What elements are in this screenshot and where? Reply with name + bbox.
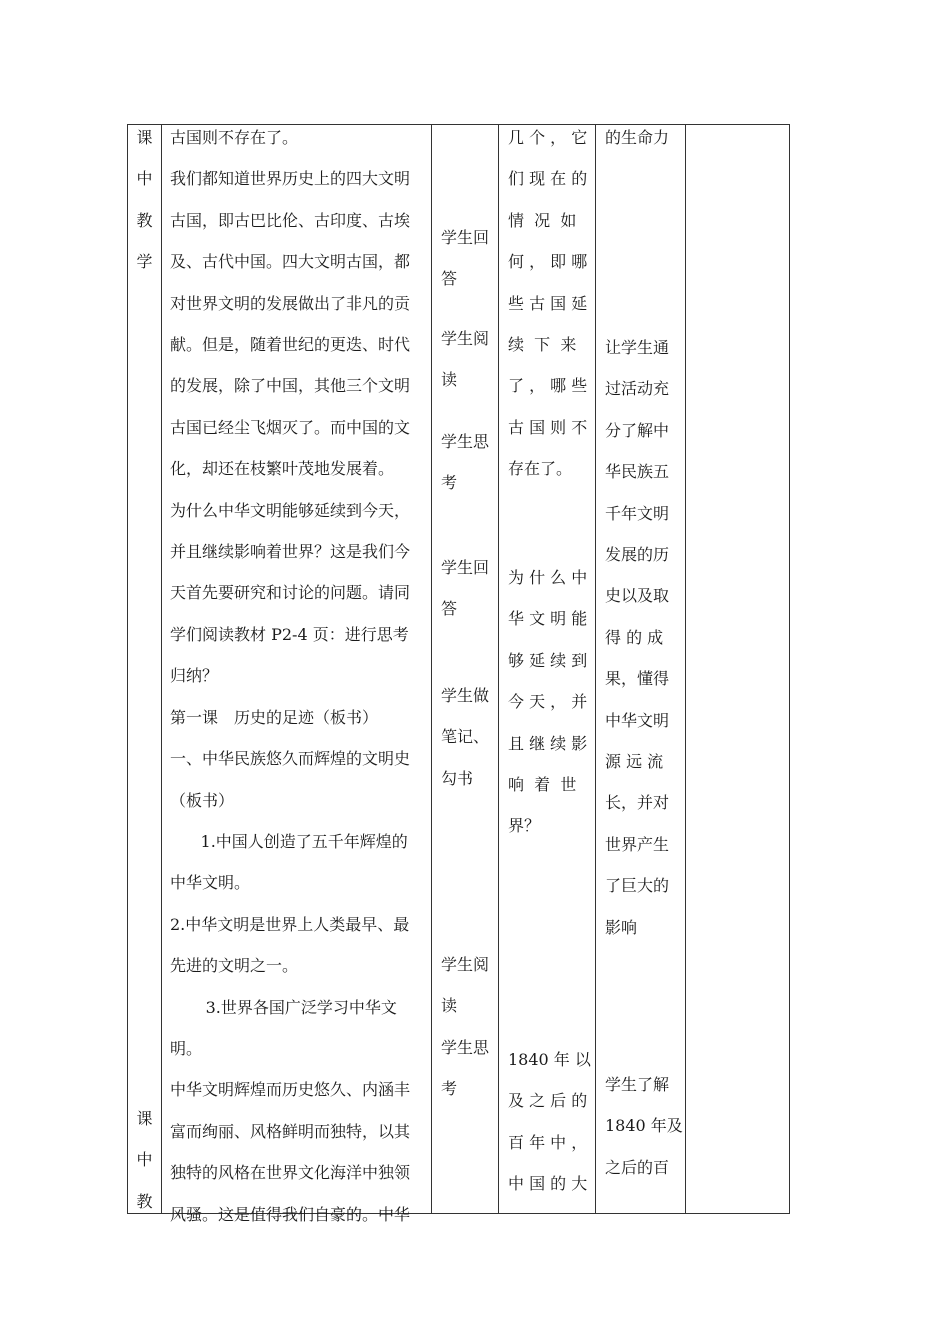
activity-line: 学生回 [441, 228, 490, 247]
question-group-2 [508, 557, 594, 847]
content-line: 归纳？ [170, 666, 219, 686]
content-line: （板书） [170, 790, 235, 810]
content-line: 古国已经尘飞烟灭了。而中国的文 [170, 417, 411, 437]
content-line: 3.世界各国广泛学习中华文 [170, 997, 397, 1017]
question-line: 够 延 续 到 [508, 650, 588, 670]
question-line: 古 国 则 不 [508, 417, 588, 437]
intent-line: 让学生通 [605, 338, 670, 357]
content-line: 明。 [170, 1038, 203, 1058]
activity-line: 答 [441, 599, 458, 619]
question-line: 今 天 ， 并 [508, 692, 588, 712]
question-line: 且 继 续 影 [508, 733, 588, 753]
intent-line: 之后的百 [605, 1157, 670, 1177]
content-line: 独特的风格在世界文化海洋中独领 [170, 1163, 411, 1183]
activity-line: 学生思 [441, 1037, 490, 1057]
content-line: 富而绚丽、风格鲜明而独特，以其 [170, 1121, 411, 1141]
question-line: 们 现 在 的 [508, 169, 588, 189]
question-line: 存在了。 [508, 459, 573, 479]
intent-group-3 [605, 1064, 685, 1188]
content-line: 化，却还在枝繁叶茂地发展着。 [170, 459, 395, 479]
activity-line: 考 [441, 1079, 458, 1099]
section-label-bottom [128, 1098, 161, 1222]
content-line: 并且继续影响着世界？这是我们今 [170, 542, 411, 562]
question-group-1 [508, 117, 594, 490]
activity-line: 学生阅 [441, 329, 490, 348]
student-activity-2 [441, 318, 497, 401]
question-line: 响 着 世 [508, 775, 577, 795]
section-label-top [128, 117, 161, 283]
student-activity-5 [441, 675, 497, 799]
activity-line: 答 [441, 269, 458, 289]
question-line: 1840 年 以 [508, 1050, 591, 1069]
table-col-border-4 [595, 124, 596, 1214]
content-line: 天首先要研究和讨论的问题。请同 [170, 583, 411, 603]
activity-line: 学生做 [441, 686, 490, 705]
student-activity-3 [441, 421, 497, 504]
intent-line: 果，懂得 [605, 669, 670, 689]
intent-line: 源 远 流 [605, 752, 664, 772]
content-line: 古国则不存在了。 [170, 128, 299, 147]
content-line: 我们都知道世界历史上的四大文明 [170, 169, 411, 189]
question-line: 华 文 明 能 [508, 609, 588, 629]
content-line: 的发展，除了中国，其他三个文明 [170, 376, 411, 396]
activity-line: 学生阅 [441, 955, 490, 974]
section-label-char: 中 [136, 169, 153, 189]
intent-group-2 [605, 327, 685, 948]
question-line: 为 什 么 中 [508, 568, 588, 587]
section-label-char: 教 [136, 210, 153, 230]
intent-group-1 [605, 117, 685, 158]
content-line: 及、古代中国。四大文明古国，都 [170, 252, 411, 272]
question-line: 界？ [508, 816, 541, 836]
content-line: 第一课 历史的足迹（板书） [170, 707, 379, 727]
content-line: 为什么中华文明能够延续到今天， [170, 500, 411, 520]
question-line: 些 古 国 延 [508, 293, 588, 313]
content-line: 古国，即古巴比伦、古印度、古埃 [170, 210, 411, 230]
table-col-border-1 [161, 124, 162, 1214]
question-line: 情 况 如 [508, 210, 577, 230]
intent-line: 世界产生 [605, 834, 670, 854]
question-line: 中 国 的 大 [508, 1174, 588, 1194]
content-line: 风骚。这是值得我们自豪的。中华 [170, 1204, 411, 1224]
question-line: 及 之 后 的 [508, 1091, 588, 1111]
question-line: 何 ， 即 哪 [508, 252, 588, 272]
content-line: 献。但是，随着世纪的更迭、时代 [170, 335, 411, 355]
intent-line: 影响 [605, 917, 638, 937]
section-label-char: 课 [136, 128, 153, 147]
activity-line: 读 [441, 370, 458, 390]
question-line: 几 个 ， 它 [508, 128, 588, 147]
intent-line: 过活动充 [605, 379, 670, 399]
student-activity-1 [441, 217, 497, 300]
table-col-border-5 [685, 124, 686, 1214]
content-line: 学们阅读教材 P2-4 页：进行思考 [170, 624, 409, 644]
intent-line: 千年文明 [605, 503, 670, 523]
section-label-char: 中 [136, 1150, 153, 1170]
content-line: 中华文明。 [170, 873, 251, 893]
activity-line: 考 [441, 473, 458, 493]
intent-line: 华民族五 [605, 462, 670, 482]
intent-line: 史以及取 [605, 586, 670, 606]
activity-line: 读 [441, 996, 458, 1016]
question-line: 续 下 来 [508, 335, 577, 355]
intent-line: 得 的 成 [605, 627, 664, 647]
activity-line: 勾书 [441, 768, 474, 788]
table-col-border-0 [127, 124, 128, 1214]
student-activity-4 [441, 547, 497, 630]
intent-line: 长，并对 [605, 793, 670, 813]
content-line: 中华文明辉煌而历史悠久、内涵丰 [170, 1080, 411, 1100]
intent-line: 了巨大的 [605, 876, 670, 896]
intent-line: 分了解中 [605, 420, 670, 440]
table-col-border-3 [498, 124, 499, 1214]
student-activity-6 [441, 944, 497, 1110]
intent-line: 学生了解 [605, 1075, 670, 1094]
table-col-border-2 [431, 124, 432, 1214]
intent-line: 的生命力 [605, 128, 670, 147]
content-line: 对世界文明的发展做出了非凡的贡 [170, 293, 411, 313]
table-col-border-6 [789, 124, 790, 1214]
content-line: 1.中国人创造了五千年辉煌的 [170, 831, 408, 851]
content-line: 一、中华民族悠久而辉煌的文明史 [170, 749, 411, 769]
activity-line: 学生思 [441, 432, 490, 451]
question-group-3 [508, 1039, 594, 1205]
activity-line: 笔记、 [441, 727, 490, 747]
intent-line: 1840 年及 [605, 1116, 683, 1136]
question-line: 百 年 中 ， [508, 1132, 588, 1152]
activity-line: 学生回 [441, 558, 490, 577]
content-line: 先进的文明之一。 [170, 956, 299, 976]
question-line: 了 ， 哪 些 [508, 376, 588, 396]
intent-line: 中华文明 [605, 710, 670, 730]
section-label-char: 教 [136, 1191, 153, 1211]
section-label-char: 课 [136, 1109, 153, 1128]
section-label-char: 学 [136, 252, 153, 272]
teaching-content [170, 117, 430, 1235]
intent-line: 发展的历 [605, 545, 670, 565]
content-line: 2.中华文明是世界上人类最早、最 [170, 914, 410, 934]
